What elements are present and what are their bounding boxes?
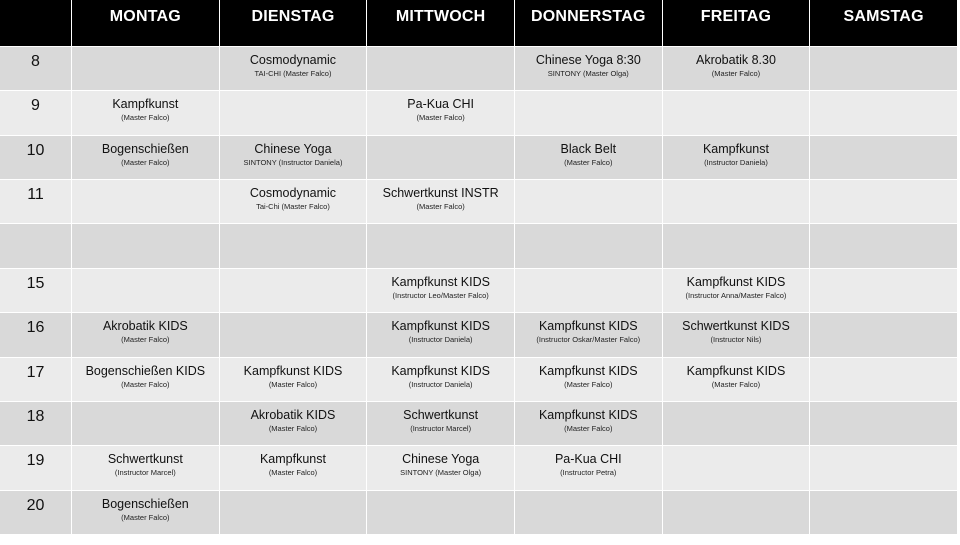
class-instructor: (Master Falco) xyxy=(711,69,761,78)
class-instructor: (Master Falco) xyxy=(268,468,318,478)
schedule-cell xyxy=(367,402,515,446)
schedule-cell xyxy=(663,47,811,91)
class-instructor: (Instructor Leo/Master Falco) xyxy=(392,290,489,300)
schedule-cell xyxy=(367,224,515,268)
class-instructor: (Master Falco) xyxy=(416,202,465,212)
schedule-cell xyxy=(810,180,958,224)
schedule-cell xyxy=(367,136,515,180)
class-instructor: (Instructor Daniela) xyxy=(408,379,473,389)
class-title: Akrobatik KIDS xyxy=(250,407,336,422)
class-title: Kampfkunst KIDS xyxy=(538,319,638,334)
hour-label: 16 xyxy=(0,313,72,357)
schedule-cell xyxy=(220,47,368,91)
schedule-cell xyxy=(810,491,958,535)
day-header: FREITAG xyxy=(663,0,811,47)
class-title: Chinese Yoga xyxy=(254,141,332,156)
class-title: Schwertkunst KIDS xyxy=(682,319,790,334)
class-instructor: (Instructor Oskar/Master Falco) xyxy=(536,335,641,345)
day-header: DIENSTAG xyxy=(220,0,368,47)
schedule-cell xyxy=(220,313,368,357)
schedule-cell xyxy=(663,402,811,446)
schedule-cell xyxy=(515,47,663,91)
schedule-cell xyxy=(72,491,220,535)
class-title: Kampfkunst KIDS xyxy=(243,363,343,378)
class-instructor: (Master Falco) xyxy=(121,335,170,345)
class-instructor: (Master Falco) xyxy=(268,423,318,433)
schedule-cell xyxy=(663,313,811,357)
schedule-cell xyxy=(810,358,958,402)
schedule-cell xyxy=(515,402,663,446)
class-instructor: (Instructor Marcel) xyxy=(114,468,176,478)
schedule-cell xyxy=(367,269,515,313)
schedule-cell xyxy=(810,47,958,91)
schedule-cell xyxy=(72,180,220,224)
class-title: Kampfkunst KIDS xyxy=(686,274,786,289)
schedule-cell xyxy=(515,224,663,268)
class-instructor: (Instructor Nils) xyxy=(710,335,762,345)
schedule-cell xyxy=(663,91,811,135)
schedule-cell xyxy=(72,269,220,313)
schedule-cell xyxy=(367,180,515,224)
schedule-cell xyxy=(367,491,515,535)
schedule-cell xyxy=(72,91,220,135)
class-title: Schwertkunst INSTR xyxy=(382,186,499,201)
class-instructor: SINTONY (Master Olga) xyxy=(547,69,629,78)
hour-label: 10 xyxy=(0,136,72,180)
class-title: Pa-Kua CHI xyxy=(407,97,474,112)
class-instructor: SINTONY (Instructor Daniela) xyxy=(243,157,343,167)
schedule-cell xyxy=(810,446,958,490)
schedule-cell xyxy=(220,224,368,268)
day-header: SAMSTAG xyxy=(810,0,958,47)
hour-label: 19 xyxy=(0,446,72,490)
class-instructor: (Instructor Anna/Master Falco) xyxy=(685,290,787,300)
schedule-cell xyxy=(220,180,368,224)
class-instructor: (Master Falco) xyxy=(416,113,465,123)
class-title: Bogenschießen xyxy=(101,141,189,156)
class-instructor: TAI-CHI (Master Falco) xyxy=(254,69,332,78)
class-title: Cosmodynamic xyxy=(249,53,337,67)
class-title: Pa-Kua CHI xyxy=(554,452,622,467)
schedule-cell xyxy=(810,402,958,446)
schedule-cell xyxy=(72,224,220,268)
schedule-cell xyxy=(810,91,958,135)
class-title: Black Belt xyxy=(560,141,617,156)
class-instructor: (Instructor Petra) xyxy=(560,468,617,478)
schedule-cell xyxy=(220,446,368,490)
class-instructor: (Instructor Daniela) xyxy=(408,335,473,345)
class-instructor: (Master Falco) xyxy=(121,113,170,123)
class-title: Chinese Yoga xyxy=(402,452,480,467)
day-header: MITTWOCH xyxy=(367,0,515,47)
class-instructor: (Master Falco) xyxy=(268,379,318,389)
schedule-cell xyxy=(220,358,368,402)
schedule-cell xyxy=(220,402,368,446)
schedule-cell xyxy=(515,180,663,224)
class-instructor: (Master Falco) xyxy=(711,379,761,389)
class-instructor: (Instructor Marcel) xyxy=(410,423,472,433)
schedule-cell xyxy=(220,91,368,135)
class-title: Bogenschießen KIDS xyxy=(85,363,206,378)
schedule-cell xyxy=(663,358,811,402)
hour-label: 17 xyxy=(0,358,72,402)
schedule-cell xyxy=(663,136,811,180)
schedule-cell xyxy=(515,136,663,180)
day-header: MONTAG xyxy=(72,0,220,47)
schedule-cell xyxy=(810,269,958,313)
class-instructor: (Instructor Daniela) xyxy=(704,157,768,167)
schedule-cell xyxy=(367,358,515,402)
schedule-cell xyxy=(515,358,663,402)
schedule-cell xyxy=(663,180,811,224)
schedule-cell xyxy=(220,136,368,180)
schedule-cell xyxy=(72,313,220,357)
schedule-cell xyxy=(515,269,663,313)
schedule-cell xyxy=(220,269,368,313)
schedule-cell xyxy=(663,269,811,313)
schedule-cell xyxy=(515,446,663,490)
schedule-cell xyxy=(810,136,958,180)
class-title: Kampfkunst xyxy=(702,141,769,156)
schedule-cell xyxy=(663,446,811,490)
header-corner xyxy=(0,0,72,47)
class-title: Kampfkunst KIDS xyxy=(391,319,490,334)
schedule-cell xyxy=(220,491,368,535)
class-title: Kampfkunst KIDS xyxy=(538,363,638,378)
class-title: Kampfkunst xyxy=(259,452,326,467)
hour-label: 20 xyxy=(0,491,72,535)
class-title: Kampfkunst KIDS xyxy=(391,274,490,289)
class-title: Cosmodynamic xyxy=(249,186,337,201)
hour-label: 8 xyxy=(0,47,72,91)
class-instructor: (Master Falco) xyxy=(121,157,170,167)
class-title: Akrobatik KIDS xyxy=(102,319,188,334)
class-title: Kampfkunst xyxy=(112,97,179,112)
schedule-cell xyxy=(515,313,663,357)
class-title: Bogenschießen xyxy=(101,496,189,511)
schedule-cell xyxy=(367,313,515,357)
class-instructor: (Master Falco) xyxy=(121,379,170,389)
schedule-cell xyxy=(367,47,515,91)
class-title: Schwertkunst xyxy=(403,407,479,422)
class-instructor: (Master Falco) xyxy=(564,379,613,389)
schedule-cell xyxy=(663,491,811,535)
schedule-cell xyxy=(367,91,515,135)
hour-label: 9 xyxy=(0,91,72,135)
schedule-cell xyxy=(515,491,663,535)
hour-label: 18 xyxy=(0,402,72,446)
day-header: DONNERSTAG xyxy=(515,0,663,47)
class-title: Kampfkunst KIDS xyxy=(538,407,638,422)
schedule-cell xyxy=(72,136,220,180)
schedule-cell xyxy=(367,446,515,490)
class-instructor: SINTONY (Master Olga) xyxy=(400,468,482,478)
schedule-cell xyxy=(810,313,958,357)
hour-label: 15 xyxy=(0,269,72,313)
schedule-cell xyxy=(810,224,958,268)
class-title: Akrobatik 8.30 xyxy=(695,53,776,67)
hour-label: 11 xyxy=(0,180,72,224)
hour-label xyxy=(0,224,72,268)
schedule-cell xyxy=(663,224,811,268)
class-title: Chinese Yoga 8:30 xyxy=(535,53,641,67)
class-instructor: (Master Falco) xyxy=(564,423,613,433)
class-instructor: (Master Falco) xyxy=(564,157,613,167)
schedule-cell xyxy=(515,91,663,135)
class-instructor: Tai-Chi (Master Falco) xyxy=(256,202,330,212)
schedule-cell xyxy=(72,446,220,490)
schedule-cell xyxy=(72,358,220,402)
class-instructor: (Master Falco) xyxy=(121,512,170,522)
class-title: Schwertkunst xyxy=(107,452,183,467)
class-title: Kampfkunst KIDS xyxy=(391,363,490,378)
schedule-cell xyxy=(72,402,220,446)
class-title: Kampfkunst KIDS xyxy=(686,363,786,378)
schedule-cell xyxy=(72,47,220,91)
